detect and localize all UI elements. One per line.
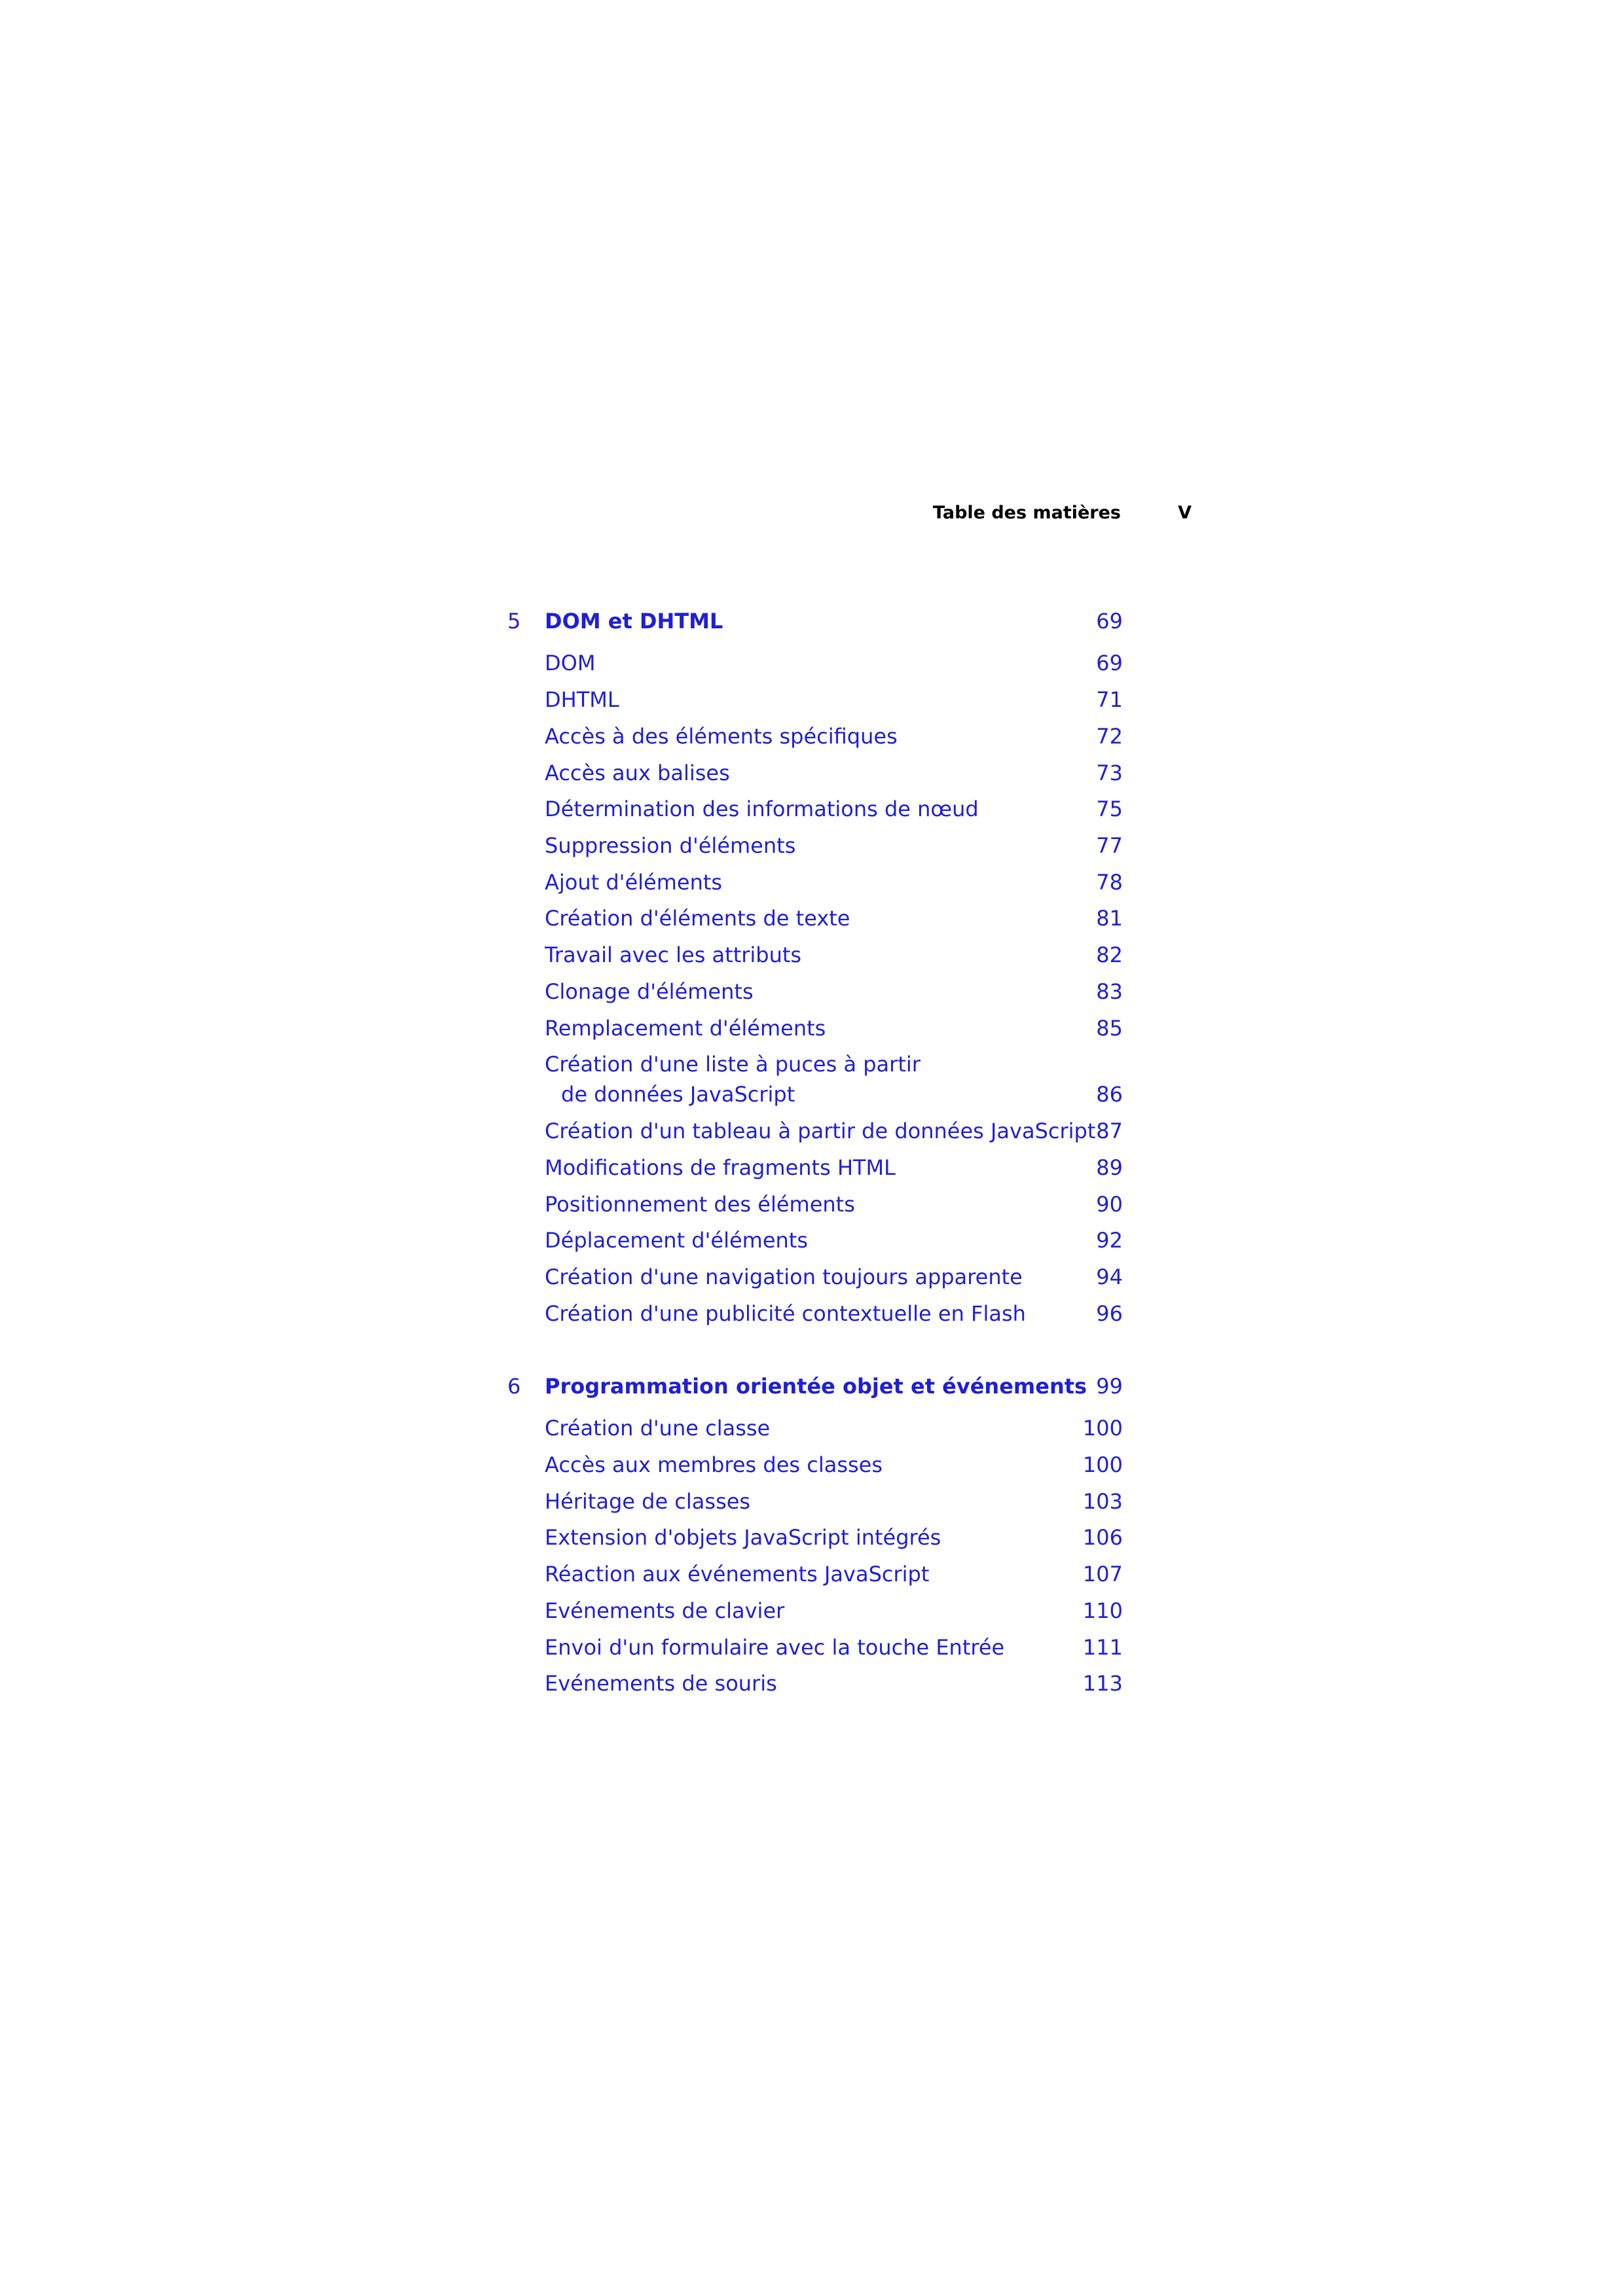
toc-entry-title: Création d'un tableau à partir de données JavaScript: [545, 1119, 1096, 1143]
toc-entry-page-number: 100: [1082, 1416, 1123, 1441]
toc-entry-page-number: 92: [1096, 1228, 1123, 1253]
toc-entry-title: Modifications de fragments HTML: [545, 1155, 896, 1180]
toc-entry-page-number: 72: [1096, 724, 1123, 749]
toc-entry-title: Evénements de souris: [545, 1671, 777, 1696]
running-header-title: Table des matières: [932, 503, 1121, 523]
toc-entry-title: Création d'éléments de texte: [545, 906, 850, 931]
toc-entry-title: Positionnement des éléments: [545, 1192, 855, 1217]
toc-entry-title: Accès à des éléments spécifiques: [545, 724, 898, 749]
toc-entry-page-number: 96: [1096, 1301, 1123, 1326]
toc-entry-page-number: 89: [1096, 1155, 1123, 1180]
toc-entry-title: Travail avec les attributs: [545, 942, 802, 967]
toc-entry-page-number: 78: [1096, 870, 1123, 895]
toc-entry-page-number: 71: [1096, 687, 1123, 712]
chapter-page-number: 99: [1096, 1374, 1123, 1399]
toc-entry-title: Réaction aux événements JavaScript: [545, 1562, 930, 1587]
toc-entry-page-number: 113: [1082, 1671, 1123, 1696]
toc-entry-title: Création d'une navigation toujours apparente: [545, 1265, 1023, 1289]
toc-entry-page-number: 73: [1096, 761, 1123, 785]
table-of-contents: [507, 0, 1123, 2296]
toc-entry-page-number: 106: [1082, 1525, 1123, 1550]
toc-entry-title: Création d'une liste à puces à partir: [545, 1052, 921, 1077]
toc-entry-title: Création d'une classe: [545, 1416, 771, 1441]
toc-entry-title: Déplacement d'éléments: [545, 1228, 809, 1253]
running-header-page-number: V: [1178, 503, 1192, 523]
toc-entry-page-number: 110: [1082, 1598, 1123, 1623]
toc-entry-page-number: 75: [1096, 797, 1123, 821]
toc-entry-page-number: 100: [1082, 1452, 1123, 1477]
toc-entry-page-number: 81: [1096, 906, 1123, 931]
toc-entry-page-number: 85: [1096, 1016, 1123, 1041]
toc-entry-title: Evénements de clavier: [545, 1598, 785, 1623]
toc-entry-page-number: 87: [1096, 1119, 1123, 1143]
toc-entry-page-number: 94: [1096, 1265, 1123, 1289]
toc-entry-page-number: 82: [1096, 942, 1123, 967]
toc-entry-title: Création d'une publicité contextuelle en Flash: [545, 1301, 1026, 1326]
chapter-title: DOM et DHTML: [545, 609, 723, 634]
toc-entry-title: Envoi d'un formulaire avec la touche Entrée: [545, 1635, 1005, 1660]
toc-entry-page-number: 86: [1096, 1082, 1123, 1107]
toc-entry-page-number: 107: [1082, 1562, 1123, 1587]
toc-entry-page-number: 83: [1096, 979, 1123, 1004]
toc-entry-page-number: 111: [1082, 1635, 1123, 1660]
chapter-title: Programmation orientée objet et événements: [545, 1374, 1087, 1399]
chapter-number: 6: [507, 1374, 521, 1399]
toc-entry-page-number: 103: [1082, 1489, 1123, 1514]
toc-entry-title: Détermination des informations de nœud: [545, 797, 979, 821]
toc-entry-page-number: 77: [1096, 833, 1123, 858]
toc-entry-page-number: 69: [1096, 651, 1123, 675]
toc-entry-page-number: 90: [1096, 1192, 1123, 1217]
toc-entry-title: Suppression d'éléments: [545, 833, 796, 858]
toc-entry-title: Accès aux membres des classes: [545, 1452, 883, 1477]
toc-entry-title: DOM: [545, 651, 596, 675]
chapter-page-number: 69: [1096, 609, 1123, 634]
toc-entry-title: Clonage d'éléments: [545, 979, 754, 1004]
toc-entry-title: Extension d'objets JavaScript intégrés: [545, 1525, 941, 1550]
toc-entry-title: Accès aux balises: [545, 761, 730, 785]
chapter-number: 5: [507, 609, 521, 634]
toc-entry-title: Ajout d'éléments: [545, 870, 723, 895]
toc-entry-title: Remplacement d'éléments: [545, 1016, 826, 1041]
toc-entry-title-continuation: de données JavaScript: [561, 1082, 795, 1107]
toc-entry-title: Héritage de classes: [545, 1489, 751, 1514]
toc-entry-title: DHTML: [545, 687, 619, 712]
